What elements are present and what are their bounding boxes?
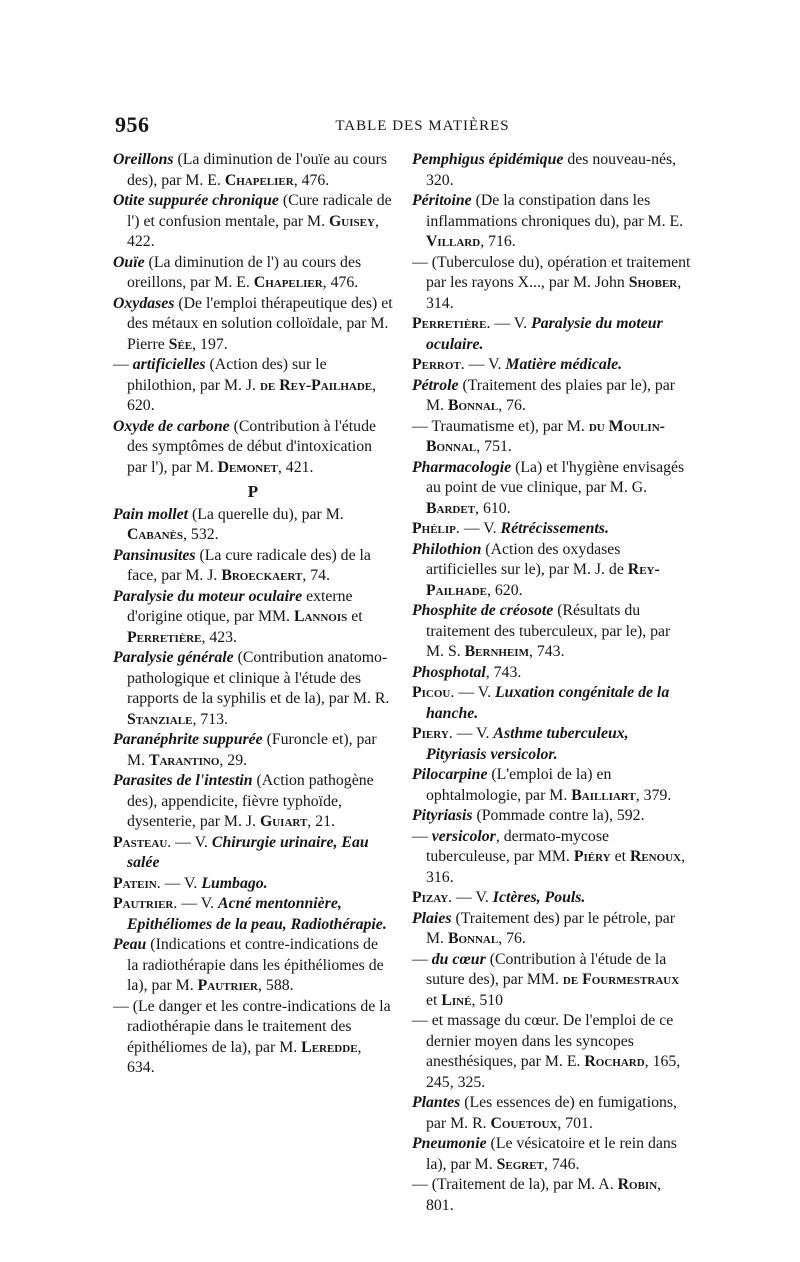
entry-heading: Paralysie du moteur oculaire — [113, 587, 303, 605]
index-entry — [113, 355, 393, 417]
cross-reference: Chirurgie urinaire, Eau salée — [127, 833, 369, 871]
entry-text: — (Le danger et les contre-indications de la radiothérapie dans le traitement des épithéliomes de la), par M. — [113, 997, 391, 1056]
entry-text: , 21. — [307, 813, 335, 830]
author-name: Chapelier — [253, 274, 323, 291]
entry-text: , 74. — [302, 567, 331, 584]
index-entry — [412, 355, 692, 376]
entry-text: (La querelle du), par M. — [188, 505, 344, 523]
entry-text: , 165, 245, 325. — [426, 1053, 681, 1091]
entry-text: . — V. — [173, 895, 219, 912]
entry-text: (Contribution anatomo-pathologique et clinique à l'étude des rapports de la syphilis et de la), par M. R. — [127, 649, 390, 707]
entry-heading: Oxyde de carbone — [113, 417, 230, 435]
entry-text: (Action des oxydases artificielles sur le), par M. J. de — [426, 540, 628, 578]
index-entry — [412, 1134, 692, 1175]
author-name: Bonnal — [447, 397, 499, 414]
author-name: Perretière — [127, 628, 202, 646]
entry-text: (Furoncle et), par M. — [127, 731, 377, 769]
entry-text: , 746. — [543, 1155, 580, 1173]
entry-text: , 588. — [258, 977, 294, 994]
entry-text: , 743. — [485, 663, 522, 681]
index-entry — [412, 724, 692, 765]
entry-heading: Paranéphrite suppurée — [113, 731, 263, 748]
index-entry — [113, 874, 393, 895]
entry-text: — — [412, 827, 432, 845]
page-number: 956 — [115, 112, 150, 137]
entry-heading: Otite suppurée chronique — [113, 192, 279, 209]
index-entry — [412, 601, 692, 663]
entry-text: (Traitement des) par le pétrole, par M. — [426, 909, 676, 947]
index-entry — [412, 1175, 692, 1216]
index-entry — [113, 771, 393, 833]
cross-reference: Luxation congénitale de la hanche. — [426, 684, 670, 722]
entry-text: des nouveau-nés, 320. — [426, 151, 677, 189]
index-entry — [412, 827, 692, 889]
index-entry — [412, 1093, 692, 1134]
entry-text: , 197. — [192, 335, 228, 353]
entry-text: , 532. — [183, 526, 219, 543]
index-entry — [412, 314, 692, 355]
entry-text: . — V. — [460, 356, 506, 373]
author-name: Bardet — [426, 499, 476, 517]
author-name: Pautrier — [197, 977, 259, 994]
cross-reference: Ictères, Pouls. — [492, 889, 586, 906]
entry-text: , 314. — [426, 274, 682, 312]
index-entry — [412, 519, 692, 540]
entry-heading: Pétrole — [412, 376, 459, 394]
author-name: Sée — [168, 335, 193, 353]
entry-heading: Oreillons — [113, 151, 174, 168]
author-name: Stanziale — [127, 710, 193, 728]
index-entry — [412, 950, 692, 1012]
entry-text: et — [347, 608, 363, 625]
entry-heading: Plantes — [412, 1094, 461, 1111]
index-entry — [113, 894, 393, 935]
author-name: Rochard — [584, 1053, 645, 1070]
author-name: Lannois — [293, 608, 348, 625]
entry-text: . — V. — [156, 874, 202, 892]
cross-reference: Matière médicale. — [505, 356, 623, 373]
entry-text: (De l'emploi thérapeutique des) et des métaux en solution colloïdale, par M. Pierre — [127, 294, 393, 353]
entry-text: et — [610, 848, 630, 865]
cross-reference: Asthme tuberculeux, Pityriasis versicolor. — [426, 725, 629, 763]
index-entry — [113, 191, 393, 253]
entry-heading: Oxydases — [113, 294, 175, 312]
entry-text: . — V. — [167, 833, 212, 851]
index-entry — [412, 1011, 692, 1093]
entry-text: (La diminution de l') au cours des oreillons, par M. E. — [127, 253, 362, 291]
running-title: TABLE DES MATIÈRES — [335, 118, 510, 134]
author-name: Bernheim — [464, 643, 529, 660]
entry-text: (Pommade contre la), 592. — [472, 807, 645, 824]
entry-text: . — V. — [455, 520, 501, 537]
author-name: de Rey-Pailhade — [259, 376, 373, 394]
cross-reference: artificielles — [132, 356, 206, 373]
index-entry — [412, 417, 692, 458]
entry-text: — — [113, 356, 133, 373]
cross-reference: versicolor — [431, 827, 496, 845]
author-name: Broeckaert — [221, 567, 303, 584]
entry-heading: Paralysie générale — [113, 649, 234, 666]
author-name: Segret — [496, 1155, 544, 1173]
author-name: Perretière — [412, 315, 487, 332]
author-name: Couetoux — [490, 1114, 558, 1132]
entry-text: , 701. — [557, 1114, 593, 1132]
entry-text: — Traumatisme et), par M. — [412, 417, 589, 435]
entry-heading: Philothion — [412, 540, 482, 558]
entry-text: , 422. — [127, 212, 379, 250]
index-entry — [412, 683, 692, 724]
entry-heading: Parasites de l'intestin — [113, 772, 253, 789]
entry-heading: Phosphotal — [412, 663, 486, 681]
index-entry — [113, 587, 393, 649]
page-header — [115, 112, 700, 140]
entry-text: , 620. — [487, 581, 523, 599]
entry-text: — (Tuberculose du), opération et traitement par les rayons X..., par M. John — [412, 253, 691, 291]
entry-text: (Contribution à l'étude de la suture des), par MM. — [426, 950, 667, 988]
entry-heading: Péritoine — [412, 192, 472, 209]
index-entry — [412, 540, 692, 602]
entry-heading: Pemphigus épidémique — [412, 151, 564, 168]
index-entry — [412, 191, 692, 253]
entry-text: (De la constipation dans les inflammations chroniques du), par M. E. — [426, 192, 684, 230]
cross-reference: Rétrécissements. — [500, 520, 609, 537]
index-entry — [412, 663, 692, 684]
author-name: Renoux — [629, 848, 682, 865]
index-entry — [412, 150, 692, 191]
index-column-left — [113, 150, 393, 1079]
author-name: Chapelier — [224, 171, 294, 189]
author-name: Shober — [628, 274, 678, 291]
entry-text: , 316. — [426, 848, 686, 886]
section-letter: P — [247, 482, 259, 501]
author-name: Guisey — [329, 212, 375, 230]
index-entry — [412, 888, 692, 909]
entry-text: , 751. — [476, 438, 512, 455]
entry-heading: Ouïe — [113, 253, 145, 271]
entry-text: , 421. — [277, 458, 314, 476]
entry-heading: Peau — [113, 936, 147, 953]
entry-text: , 620. — [127, 376, 377, 414]
index-entry — [113, 833, 393, 874]
entry-text: (Contribution à l'étude des symptômes de début d'intoxication par l'), par M. — [127, 417, 376, 476]
cross-reference: Lumbago. — [201, 874, 268, 892]
entry-text: , 423. — [201, 628, 237, 646]
author-name: Piery — [412, 725, 449, 742]
entry-text: , dermato-mycose tuberculeuse, par MM. — [426, 827, 609, 865]
author-name: Perrot — [412, 356, 461, 373]
entry-text: (La) et l'hygiène envisagés au point de vue clinique, par M. G. — [426, 458, 685, 496]
index-entry — [113, 505, 393, 546]
entry-text: , 29. — [219, 751, 248, 769]
entry-text: , 713. — [192, 710, 228, 728]
index-entry — [113, 294, 393, 356]
entry-text: (Le vésicatoire et le rein dans la), par M. — [426, 1135, 677, 1173]
entry-text: et — [426, 991, 442, 1009]
entry-text: , 716. — [480, 233, 516, 250]
index-entry — [412, 253, 692, 315]
entry-text: (L'emploi de la) en ophtalmologie, par M. — [426, 766, 612, 804]
entry-text: — — [412, 950, 432, 968]
entry-text: , 801. — [426, 1176, 662, 1214]
entry-heading: Pain mollet — [113, 505, 189, 523]
entry-text: (Indications et contre-indications de la radiothérapie dans les épithéliomes de la), par M. — [127, 936, 384, 994]
index-entry — [113, 997, 393, 1079]
entry-text: — et massage du cœur. De l'emploi de ce dernier moyen dans les syncopes anesthésiques, par M. E. — [412, 1012, 674, 1070]
entry-text: , 476. — [293, 171, 330, 189]
author-name: Leredde — [301, 1038, 358, 1056]
author-name: Guiart — [259, 813, 308, 830]
index-entry — [412, 765, 692, 806]
entry-text: . — V. — [448, 889, 493, 906]
author-name: Demonet — [217, 458, 278, 476]
entry-heading: Pansinusites — [113, 546, 196, 564]
author-name: du Moulin-Bonnal — [426, 417, 665, 455]
author-name: Patein — [113, 874, 157, 892]
author-name: Bailliart — [571, 786, 636, 804]
author-name: Liné — [441, 991, 472, 1009]
author-name: Pasteau — [113, 833, 168, 851]
author-name: de Fourmestraux — [562, 971, 680, 988]
index-entry — [113, 417, 393, 479]
author-name: Pizay — [412, 889, 449, 906]
entry-heading: Pityriasis — [412, 807, 473, 824]
entry-heading: Plaies — [412, 909, 452, 927]
author-name: Piéry — [573, 848, 611, 865]
entry-text: , 510 — [471, 991, 504, 1009]
entry-text: , 76. — [498, 930, 526, 947]
entry-text: , 743. — [528, 643, 565, 660]
entry-text: . — V. — [486, 315, 532, 332]
entry-text: (Action pathogène des), appendicite, fièvre typhoïde, dysenterie, par M. J. — [127, 772, 374, 830]
entry-text: (Cure radicale de l') et confusion mentale, par M. — [127, 192, 392, 230]
index-entry — [113, 150, 393, 191]
index-entry — [113, 935, 393, 997]
author-name: Pautrier — [113, 895, 174, 912]
entry-text: , 610. — [475, 499, 511, 517]
entry-text: . — V. — [450, 684, 496, 701]
cross-reference: Paralysie du moteur oculaire. — [426, 315, 663, 353]
entry-text: (Les essences de) en fumigations, par M. R. — [426, 1094, 677, 1132]
author-name: Tarantino — [148, 751, 220, 769]
entry-heading: Phosphite de créosote — [412, 602, 554, 619]
author-name: Robin — [617, 1176, 658, 1193]
entry-text: , 76. — [498, 397, 526, 414]
entry-text: — (Traitement de la), par M. A. — [412, 1176, 618, 1193]
index-entry — [412, 806, 692, 827]
index-entry — [113, 546, 393, 587]
entry-text: externe d'origine otique, par MM. — [127, 587, 353, 625]
author-name: Picou — [412, 684, 451, 701]
entry-text: (Action des) sur le philothion, par M. J. — [127, 356, 327, 394]
index-column-right — [412, 150, 692, 1216]
cross-reference: Acné mentonnière, Epithéliomes de la peau, Radiothérapie. — [127, 895, 387, 933]
entry-text: (Résultats du traitement des tuberculeux, par le), par M. S. — [426, 602, 671, 660]
index-entry — [412, 376, 692, 417]
author-name: Rey-Pailhade — [426, 561, 660, 599]
entry-text: (La cure radicale des) de la face, par M. J. — [127, 546, 371, 584]
author-name: Villard — [426, 233, 481, 250]
author-name: Phélip — [412, 520, 456, 537]
entry-text: . — V. — [448, 725, 494, 742]
index-entry — [412, 458, 692, 520]
entry-heading: Pneumonie — [412, 1135, 487, 1152]
index-entry — [113, 730, 393, 771]
entry-text: , 379. — [635, 786, 672, 804]
entry-text: , 634. — [127, 1038, 362, 1076]
index-entry — [113, 648, 393, 730]
entry-text: , 476. — [322, 274, 359, 291]
entry-text: (La diminution de l'ouïe au cours des), par M. E. — [127, 151, 387, 189]
author-name: Bonnal — [447, 930, 499, 947]
index-entry — [412, 909, 692, 950]
entry-heading: Pharmacologie — [412, 458, 512, 476]
entry-heading: Pilocarpine — [412, 766, 488, 783]
index-entry — [113, 253, 393, 294]
author-name: Cabanès — [127, 526, 184, 543]
entry-text: (Traitement des plaies par le), par M. — [426, 376, 676, 414]
cross-reference: du cœur — [431, 950, 486, 968]
